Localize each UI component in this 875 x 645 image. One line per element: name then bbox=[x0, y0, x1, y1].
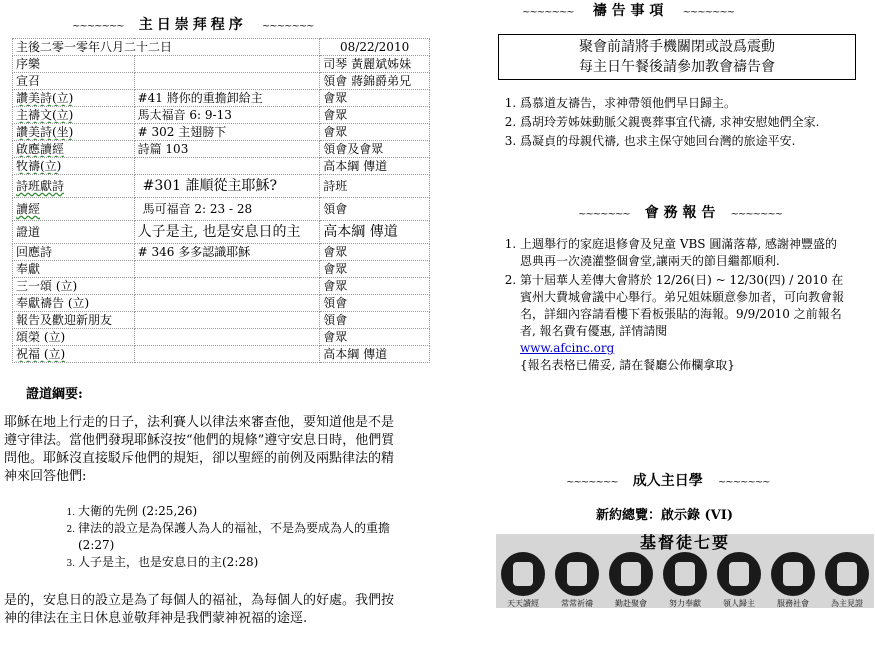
church-news-list bbox=[496, 236, 846, 374]
program-content bbox=[134, 56, 320, 73]
program-content bbox=[134, 73, 320, 90]
program-row bbox=[13, 90, 430, 107]
reminder-box bbox=[498, 34, 856, 80]
wave-decoration-right: ~~~~~~~ bbox=[261, 21, 314, 32]
sermon-outline-title: 證道綱要: bbox=[26, 387, 83, 402]
essential-icon bbox=[555, 552, 599, 596]
program-table-container bbox=[12, 38, 430, 363]
program-row bbox=[13, 56, 430, 73]
program-content: # 346 多多認識耶穌 bbox=[134, 244, 320, 261]
program-content: #301 誰順從主耶穌? bbox=[134, 175, 320, 198]
program-leader: 領會及會眾 bbox=[320, 141, 430, 158]
wave-decoration-left: ~~~~~~~ bbox=[578, 209, 630, 220]
prayer-item: 3. 爲凝貞的母親代禱, 也求主保守她回台灣的旅途平安. bbox=[520, 133, 846, 150]
essential-label: 天天讀經 bbox=[507, 599, 539, 608]
essential-label: 為主見證 bbox=[831, 599, 863, 608]
essential-icon bbox=[825, 552, 869, 596]
essential-label: 領人歸主 bbox=[723, 599, 755, 608]
program-leader: 會眾 bbox=[320, 90, 430, 107]
program-leader: 會眾 bbox=[320, 244, 430, 261]
wave-decoration-left: ~~~~~~~ bbox=[522, 7, 574, 18]
program-leader: 會眾 bbox=[320, 261, 430, 278]
wave-decoration-right: ~~~~~~~ bbox=[682, 7, 735, 18]
program-item: 牧禱(立) bbox=[13, 158, 135, 175]
afc-website-link[interactable]: www.afcinc.org bbox=[520, 341, 615, 355]
program-item: 回應詩 bbox=[13, 244, 135, 261]
date-row bbox=[13, 39, 430, 56]
news-item-note: {報名表格已備妥, 請在餐廳公佈欄拿取} bbox=[520, 358, 735, 372]
banner-title: 基督徒七要 bbox=[639, 533, 730, 552]
prayer-item: 2. 爲胡玲芳姊妹動脈父親喪葬事宜代禱, 求神安慰她們全家. bbox=[520, 114, 846, 131]
program-item: 頌榮 (立) bbox=[13, 329, 135, 346]
prayer-list bbox=[496, 95, 846, 150]
essential-icon-figure bbox=[567, 562, 587, 586]
program-content bbox=[134, 312, 320, 329]
program-content bbox=[134, 278, 320, 295]
program-content: # 302 主翅膀下 bbox=[134, 124, 320, 141]
program-row bbox=[13, 346, 430, 363]
sermon-point: 2. 律法的設立是為保護人為人的福祉，不是為要成為人的重擔 (2:27) bbox=[78, 520, 396, 554]
sermon-points-list bbox=[56, 503, 396, 571]
program-leader: 領會 bbox=[320, 198, 430, 221]
essential-icon bbox=[771, 552, 815, 596]
program-item: 證道 bbox=[13, 221, 135, 244]
essential-icon bbox=[501, 552, 545, 596]
wave-decoration-left: ~~~~~~~ bbox=[72, 21, 124, 32]
program-leader: 會眾 bbox=[320, 107, 430, 124]
program-table bbox=[12, 38, 430, 363]
program-row bbox=[13, 73, 430, 90]
seven-essentials-banner bbox=[496, 534, 874, 608]
sermon-conclusion: 是的，安息日的設立是為了每個人的福祉，為每個人的好處。我們按神的律法在主日休息並敬拜神是我們蒙神祝福的途逕. bbox=[4, 593, 395, 626]
adult-school-header bbox=[566, 470, 826, 490]
program-row bbox=[13, 244, 430, 261]
program-leader: 領會 bbox=[320, 312, 430, 329]
program-header bbox=[72, 14, 362, 34]
program-row bbox=[13, 295, 430, 312]
program-item: 詩班獻詩 bbox=[13, 175, 135, 198]
program-leader: 會眾 bbox=[320, 329, 430, 346]
essential-icon bbox=[717, 552, 761, 596]
program-item: 啟應讀經 bbox=[13, 141, 135, 158]
program-row bbox=[13, 141, 430, 158]
program-row bbox=[13, 198, 430, 221]
church-news-container bbox=[496, 236, 846, 376]
program-item: 奉獻 bbox=[13, 261, 135, 278]
program-content bbox=[134, 158, 320, 175]
news-item-text: 第十屆華人差傳大會將於 12/26(日) ~ 12/30(四) / 2010 在賓州大費城會議中心舉行。弟兄姐妹願意參加者，可向教會報名，詳細內容請看樓下看板張貼的海報。9/9/2010 之前報名者, 報名費有優惠, 詳情請閱 bbox=[520, 273, 845, 338]
program-item: 奉獻禱告 (立) bbox=[13, 295, 135, 312]
program-leader: 會眾 bbox=[320, 278, 430, 295]
program-content: 人子是主, 也是安息日的主 bbox=[134, 221, 320, 244]
prayer-list-container bbox=[496, 95, 846, 152]
essential-label: 勤赴聚會 bbox=[615, 599, 647, 608]
wave-decoration-right: ~~~~~~~ bbox=[717, 477, 770, 488]
program-item: 讚美詩(坐) bbox=[13, 124, 135, 141]
program-leader: 領會 蔣錦爵弟兄 bbox=[320, 73, 430, 90]
program-leader: 詩班 bbox=[320, 175, 430, 198]
program-leader: 高本綱 傳道 bbox=[320, 158, 430, 175]
essential-label: 服務社會 bbox=[777, 599, 809, 608]
program-item: 宣召 bbox=[13, 73, 135, 90]
program-content bbox=[134, 261, 320, 278]
adult-school-course: 新約總覽：啟示錄 (VI) bbox=[596, 508, 733, 523]
program-content bbox=[134, 329, 320, 346]
church-news-header bbox=[578, 202, 838, 222]
program-row bbox=[13, 312, 430, 329]
essential-label: 努力奉獻 bbox=[669, 599, 701, 608]
program-item: 報告及歡迎新朋友 bbox=[13, 312, 135, 329]
program-item: 序樂 bbox=[13, 56, 135, 73]
essential-icon-figure bbox=[675, 562, 695, 586]
program-item: 主禱文(立) bbox=[13, 107, 135, 124]
prayer-title: 禱 告 事 項 bbox=[592, 3, 664, 19]
program-leader: 領會 bbox=[320, 295, 430, 312]
essential-icon bbox=[609, 552, 653, 596]
essential-icon-figure bbox=[729, 562, 749, 586]
program-row bbox=[13, 278, 430, 295]
sermon-point: 3. 人子是主，也是安息日的主(2:28) bbox=[78, 554, 396, 571]
sermon-intro: 耶穌在地上行走的日子，法利賽人以律法來審查他，要知道他是不是遵守律法。當他們發現耶穌沒按“他們的規條”遵守安息日時，他們質問他。耶穌沒直接駁斥他們的規矩，卻以聖經的前例及兩點律法的精神來回答他們: bbox=[4, 415, 395, 484]
essential-label: 常常祈禱 bbox=[561, 599, 593, 608]
program-leader: 會眾 bbox=[320, 124, 430, 141]
essential-icon bbox=[663, 552, 707, 596]
program-content: #41 將你的重擔卸給主 bbox=[134, 90, 320, 107]
reminder-line-1: 聚會前請將手機關閉或設爲震動 bbox=[579, 39, 775, 55]
church-news-title: 會 務 報 告 bbox=[644, 205, 716, 221]
program-item: 三一頌 (立) bbox=[13, 278, 135, 295]
program-row bbox=[13, 107, 430, 124]
date-numeric: 08/22/2010 bbox=[320, 39, 430, 56]
program-row bbox=[13, 158, 430, 175]
reminder-line-2: 每主日午餐後請參加教會禱告會 bbox=[579, 59, 775, 75]
program-item: 讚美詩(立) bbox=[13, 90, 135, 107]
sermon-points bbox=[56, 503, 396, 571]
program-content bbox=[134, 295, 320, 312]
program-content bbox=[134, 346, 320, 363]
essential-icon-figure bbox=[621, 562, 641, 586]
prayer-item: 1. 爲慕道友禱告，求神帶領他們早日歸主。 bbox=[520, 95, 846, 112]
news-item bbox=[520, 272, 846, 374]
essential-icon-figure bbox=[783, 562, 803, 586]
program-leader: 高本綱 傳道 bbox=[320, 221, 430, 244]
sermon-point: 1. 大衛的先例 (2:25,26) bbox=[78, 503, 396, 520]
essential-icon-figure bbox=[837, 562, 857, 586]
program-row bbox=[13, 329, 430, 346]
program-leader: 司琴 黃麗斌姊妹 bbox=[320, 56, 430, 73]
program-item: 讀經 bbox=[13, 198, 135, 221]
program-content: 詩篇 103 bbox=[134, 141, 320, 158]
program-content: 馬太福音 6: 9-13 bbox=[134, 107, 320, 124]
essential-icon-figure bbox=[513, 562, 533, 586]
program-row bbox=[13, 124, 430, 141]
program-row bbox=[13, 221, 430, 244]
date-label: 主後二零一零年八月二十二日 bbox=[13, 39, 320, 56]
program-row bbox=[13, 175, 430, 198]
program-row bbox=[13, 261, 430, 278]
program-item: 祝福 (立) bbox=[13, 346, 135, 363]
program-leader: 高本綱 傳道 bbox=[320, 346, 430, 363]
wave-decoration-right: ~~~~~~~ bbox=[730, 209, 783, 220]
wave-decoration-left: ~~~~~~~ bbox=[566, 477, 618, 488]
program-content: 馬可福音 2: 23 - 28 bbox=[134, 198, 320, 221]
news-item: 1. 上週舉行的家庭退修會及兒童 VBS 圓滿落幕, 感謝神豐盛的恩典再一次澆灌整個會堂,讓兩天的節目繼都順利. bbox=[520, 236, 846, 270]
program-title: 主日崇拜程序 bbox=[138, 17, 247, 33]
adult-school-title: 成人主日學 bbox=[632, 473, 703, 489]
prayer-header bbox=[522, 0, 822, 20]
